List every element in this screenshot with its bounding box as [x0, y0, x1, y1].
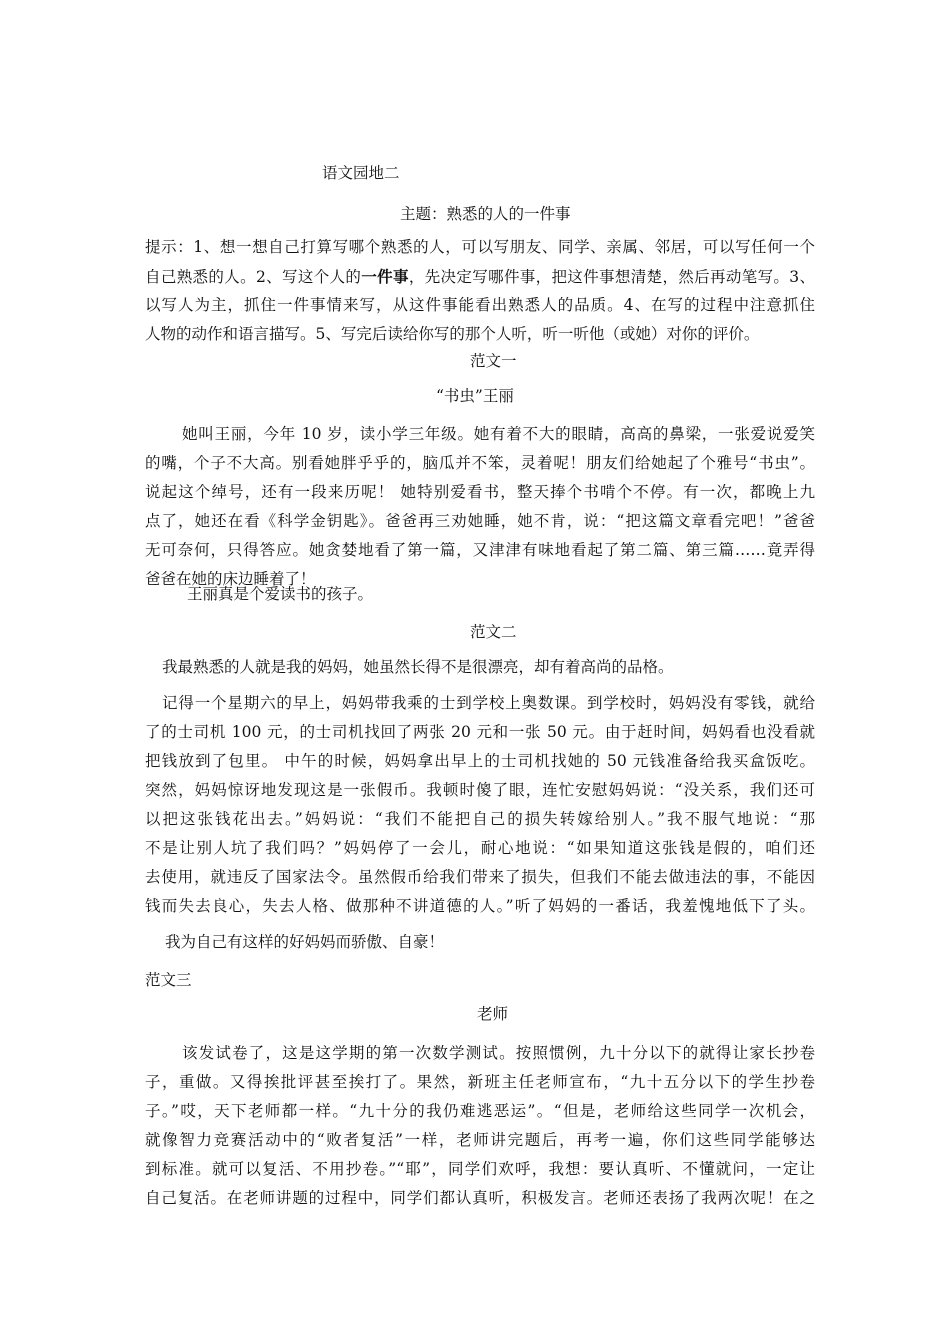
- essay3-title: 老师: [477, 1005, 509, 1023]
- tips-line-3: 以写人为主，抓住一件事情来写，从这件事能看出熟悉人的品质。4、在写的过程中注意抓住: [145, 296, 815, 314]
- essay3-paragraph-line: 自己复活。在老师讲题的过程中，同学们都认真听，积极发言。老师还表扬了我两次呢！在之: [145, 1189, 815, 1207]
- essay1-paragraph-line: 说起这个绰号，还有一段来历呢！ 她特别爱看书，整天捧个书啃个不停。有一次，都晚上九: [145, 483, 815, 501]
- essay1-paragraph-line: 的嘴，个子不大高。别看她胖乎乎的，脑瓜并不笨，灵着呢！朋友们给她起了个雅号“书虫”。: [145, 454, 815, 472]
- essay1-paragraph-line: 她叫王丽，今年 10 岁，读小学三年级。她有着不大的眼睛，高高的鼻梁，一张爱说爱笑: [182, 425, 815, 443]
- essay2-paragraph-line: 了的士司机 100 元，的士司机找回了两张 20 元和一张 50 元。由于赶时间，妈妈看也没看就: [145, 723, 815, 741]
- essay3-paragraph-line: 就像智力竞赛活动中的“败者复活”一样，老师讲完题后，再考一遍，你们这些同学能够达: [145, 1131, 815, 1149]
- essay1-title: “书虫”王丽: [436, 387, 514, 405]
- essay1-closing: 王丽真是个爱读书的孩子。: [187, 585, 374, 603]
- essay1-paragraph-line: 爸爸在她的床边睡着了！: [145, 570, 316, 588]
- essay2-intro: 我最熟悉的人就是我的妈妈，她虽然长得不是很漂亮，却有着高尚的品格。: [162, 658, 674, 676]
- essay3-paragraph-line: 子。”哎，天下老师都一样。“九十分的我仍难逃恶运”。“但是，老师给这些同学一次机会，: [145, 1102, 815, 1120]
- essay2-closing: 我为自己有这样的好妈妈而骄傲、自豪！: [165, 933, 445, 951]
- essay3-label: 范文三: [145, 971, 192, 989]
- essay2-paragraph-line: 钱而失去良心，失去人格、做那种不讲道德的人。”听了妈妈的一番话，我羞愧地低下了头。: [145, 897, 815, 915]
- tips-line-4: 人物的动作和语言描写。5、写完后读给你写的那个人听，听一听他（或她）对你的评价。: [145, 325, 760, 343]
- essay2-paragraph-line: 突然，妈妈惊讶地发现这是一张假币。我顿时傻了眼，连忙安慰妈妈说：“没关系，我们还可: [145, 781, 815, 799]
- tips-emphasis: 一件事: [361, 267, 409, 286]
- essay3-paragraph-line: 该发试卷了，这是这学期的第一次数学测试。按照惯例，九十分以下的就得让家长抄卷: [182, 1044, 815, 1062]
- essay2-label: 范文二: [470, 623, 517, 641]
- tips-line-1: 提示：1、想一想自己打算写哪个熟悉的人，可以写朋友、同学、亲属、邻居，可以写任何一个: [145, 238, 815, 256]
- theme-heading: 主题：熟悉的人的一件事: [400, 205, 571, 223]
- essay1-label: 范文一: [470, 352, 517, 370]
- essay2-paragraph-line: 记得一个星期六的早上，妈妈带我乘的士到学校上奥数课。到学校时，妈妈没有零钱，就给: [162, 694, 815, 712]
- page-title: 语文园地二: [322, 164, 400, 182]
- essay3-paragraph-line: 到标准。就可以复活、不用抄卷。”“耶”，同学们欢呼，我想：要认真听、不懂就问，一定让: [145, 1160, 815, 1178]
- essay3-paragraph-line: 子，重做。又得挨批评甚至挨打了。果然，新班主任老师宣布，“九十五分以下的学生抄卷: [145, 1073, 815, 1091]
- tips-line-2: [145, 262, 815, 292]
- tips-line-2-end: ，先决定写哪件事，把这件事想清楚，然后再动笔写。3、: [408, 268, 815, 286]
- essay2-paragraph-line: 以把这张钱花出去。”妈妈说：“我们不能把自己的损失转嫁给别人。”我不服气地说：“那: [145, 810, 815, 828]
- essay1-paragraph-line: 无可奈何，只得答应。她贪婪地看了第一篇，又津津有味地看起了第二篇、第三篇……竟弄得: [145, 541, 815, 559]
- essay2-paragraph-line: 不是让别人坑了我们吗？”妈妈停了一会儿，耐心地说：“如果知道这张钱是假的，咱们还: [145, 839, 815, 857]
- tips-line-2-start: 自己熟悉的人。2、写这个人的: [145, 268, 362, 286]
- essay2-paragraph-line: 把钱放到了包里。 中午的时候，妈妈拿出早上的士司机找她的 50 元钱准备给我买盒饭吃。: [145, 752, 815, 770]
- essay2-paragraph-line: 去使用，就违反了国家法令。虽然假币给我们带来了损失，但我们不能去做违法的事，不能因: [145, 868, 815, 886]
- essay1-paragraph-line: 点了，她还在看《科学金钥匙》。爸爸再三劝她睡，她不肯，说：“把这篇文章看完吧！”爸爸: [145, 512, 815, 530]
